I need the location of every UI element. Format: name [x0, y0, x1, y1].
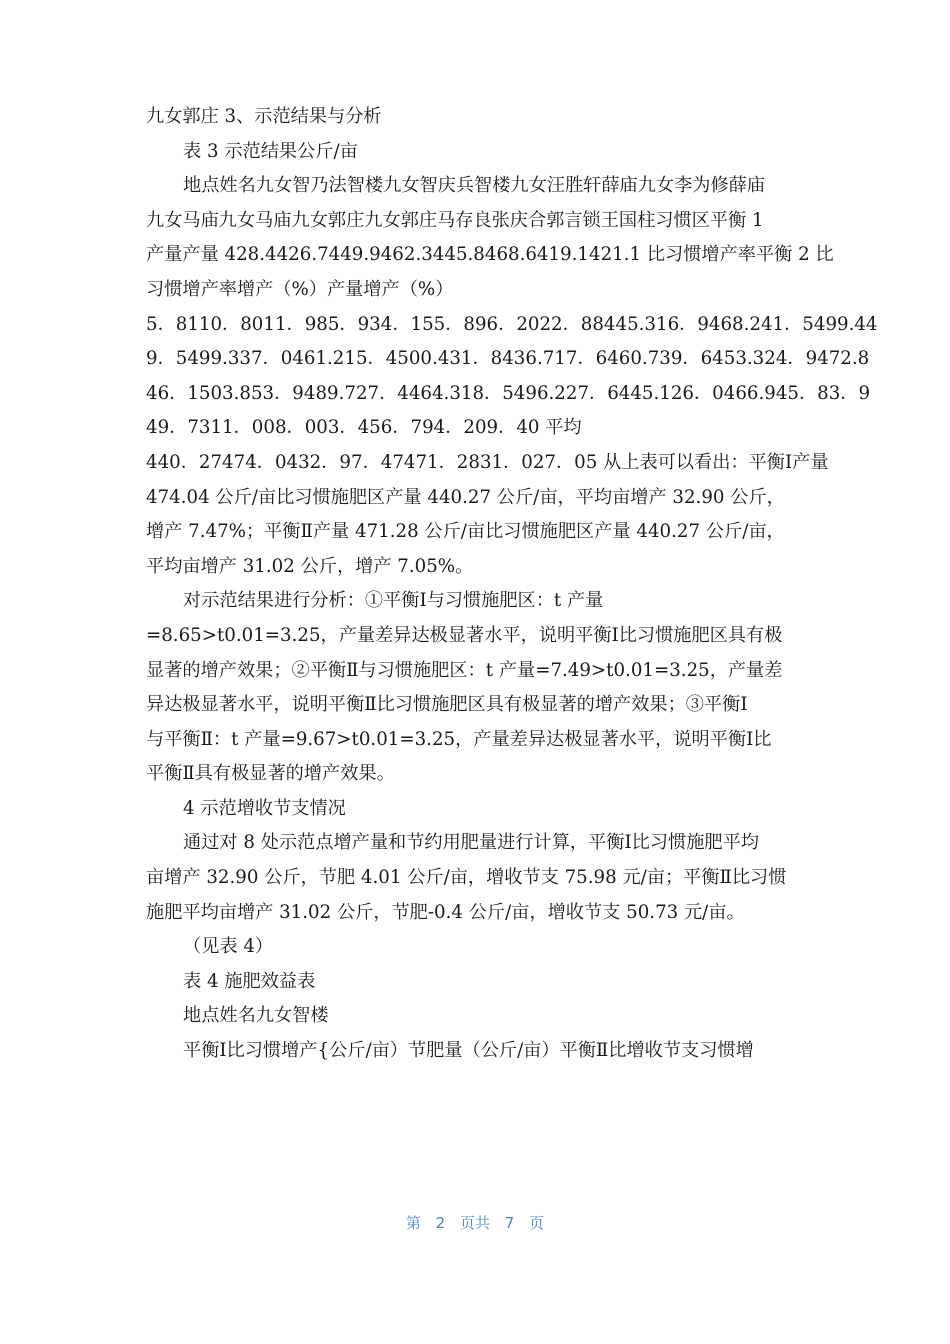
page-footer — [0, 1212, 950, 1233]
text-line: 440．27474．0432．97．47471．2831．027．05 从上表可以看出：平衡Ⅰ产量 — [146, 451, 829, 473]
text-line: 九女郭庄 3、示范结果与分析 — [146, 106, 382, 127]
section-heading: 4 示范增收节支情况 — [183, 797, 346, 819]
text-line: 异达极显著水平，说明平衡Ⅱ比习惯施肥区具有极显著的增产效果；③平衡Ⅰ — [146, 694, 748, 716]
text-line: 46．1503.853．9489.727．4464.318．5496.227．6445.126．0466.945．83．9 — [146, 382, 871, 404]
table-caption: 表 4 施肥效益表 — [183, 970, 316, 992]
text-line: 九女马庙九女马庙九女郭庄九女郭庄马存良张庆合郭言锁王国柱习惯区平衡 1 — [146, 209, 764, 231]
text-line: 49．7311．008．003．456．794．209．40 平均 — [146, 417, 582, 439]
text-line: 474.04 公斤/亩比习惯施肥区产量 440.27 公斤/亩，平均亩增产 32.90 公斤， — [146, 486, 785, 508]
text-line: 平均亩增产 31.02 公斤，增产 7.05%。 — [146, 555, 474, 577]
text-line: 习惯增产率增产（%）产量增产（%） — [146, 278, 454, 300]
text-line: 地点姓名九女智乃法智楼九女智庆兵智楼九女汪胜轩薛庙九女李为修薛庙 — [183, 175, 766, 197]
text-line: 对示范结果进行分析：①平衡Ⅰ与习惯施肥区：t 产量 — [183, 590, 604, 612]
table-caption: 表 3 示范结果公斤/亩 — [183, 140, 358, 162]
text-line: =8.65>t0.01=3.25，产量差异达极显著水平，说明平衡Ⅰ比习惯施肥区具有极 — [146, 624, 783, 646]
text-line: 9．5499.337．0461.215．4500.431．8436.717．6460.739．6453.324．9472.8 — [146, 348, 870, 370]
text-line: 亩增产 32.90 公斤，节肥 4.01 公斤/亩，增收节支 75.98 元/亩；平衡Ⅱ比习惯 — [146, 867, 787, 889]
text-line: 地点姓名九女智楼 — [183, 1005, 329, 1027]
footer-label-pre: 第 — [405, 1214, 421, 1232]
text-line: 与平衡Ⅱ：t 产量=9.67>t0.01=3.25，产量差异达极显著水平，说明平衡Ⅰ比 — [146, 728, 772, 750]
text-line: 产量产量 428.4426.7449.9462.3445.8468.6419.1421.1 比习惯增产率平衡 2 比 — [146, 244, 834, 266]
footer-page-number: 2 — [435, 1214, 446, 1232]
text-line: 平衡Ⅱ具有极显著的增产效果。 — [146, 763, 395, 785]
footer-total-pages: 7 — [504, 1214, 515, 1232]
text-line: 施肥平均亩增产 31.02 公斤，节肥-0.4 公斤/亩，增收节支 50.73 元/亩。 — [146, 901, 745, 923]
text-line: （见表 4） — [183, 936, 274, 958]
text-line: 5．8110．8011．985．934．155．896．2022．88445.316．9468.241．5499.44 — [146, 313, 878, 335]
text-line: 增产 7.47%；平衡Ⅱ产量 471.28 公斤/亩比习惯施肥区产量 440.27 公斤/亩， — [146, 521, 785, 543]
text-line: 显著的增产效果；②平衡Ⅱ与习惯施肥区：t 产量=7.49>t0.01=3.25，产量差 — [146, 659, 783, 681]
footer-label-post: 页 — [529, 1214, 545, 1232]
document-body — [146, 100, 878, 1069]
text-line: 平衡Ⅰ比习惯增产{公斤/亩）节肥量（公斤/亩）平衡Ⅱ比增收节支习惯增 — [183, 1040, 754, 1062]
text-line: 通过对 8 处示范点增产量和节约用肥量进行计算，平衡Ⅰ比习惯施肥平均 — [183, 832, 759, 854]
footer-label-mid: 页共 — [459, 1214, 490, 1232]
